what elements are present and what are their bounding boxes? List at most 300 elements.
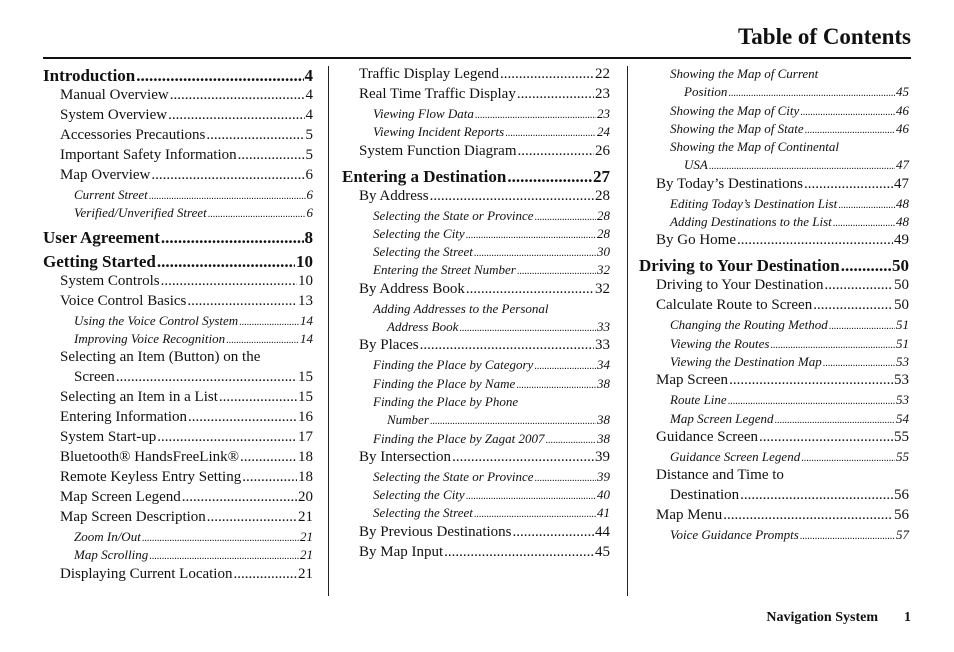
toc-entry[interactable]: [43, 167, 313, 187]
toc-page-number: 53: [896, 392, 909, 408]
toc-page-number: 21: [298, 565, 313, 582]
toc-entry[interactable]: [342, 244, 610, 262]
toc-entry[interactable]: [43, 147, 313, 167]
toc-entry-title: System Start-up: [60, 429, 157, 446]
dot-leader: [475, 110, 596, 121]
toc-section-heading[interactable]: [342, 167, 610, 187]
toc-page-number: 44: [595, 523, 610, 540]
toc-page-number: 38: [597, 412, 610, 428]
toc-entry[interactable]: [639, 214, 909, 232]
toc-page-number: 33: [595, 337, 610, 354]
toc-entry[interactable]: [43, 205, 313, 223]
toc-entry-title: By Today’s Destinations: [656, 175, 804, 192]
toc-entry[interactable]: [639, 527, 909, 545]
dot-leader: [182, 489, 297, 506]
toc-entry-title: By Intersection: [359, 448, 452, 465]
toc-entry[interactable]: [43, 489, 313, 509]
toc-page-number: 28: [597, 207, 610, 223]
toc-entry[interactable]: [43, 449, 313, 469]
toc-page-number: 27: [593, 166, 610, 186]
toc-entry-title: Selecting the City: [373, 487, 465, 503]
toc-page-number: 34: [597, 357, 610, 373]
toc-entry[interactable]: [342, 188, 610, 208]
toc-entry-title: Improving Voice Recognition: [74, 330, 226, 346]
toc-page-number: 6: [305, 167, 313, 183]
toc-entry-title: Guidance Screen: [656, 428, 759, 445]
toc-entry[interactable]: [639, 467, 909, 487]
toc-entry-title: Viewing Incident Reports: [373, 124, 505, 140]
toc-entry[interactable]: [43, 389, 313, 409]
toc-entry-title: Selecting the State or Province: [373, 207, 534, 223]
toc-entry-title: Map Scrolling: [74, 547, 149, 563]
toc-entry-title: Voice Control Basics: [60, 292, 187, 309]
toc-page-number: 4: [304, 66, 313, 85]
toc-entry-title: Finding the Place by Zagat 2007: [373, 430, 545, 446]
dot-leader: [513, 524, 595, 541]
toc-entry-title: Viewing the Routes: [670, 335, 770, 351]
toc-page-number: 21: [300, 547, 313, 563]
toc-page-number: 30: [597, 244, 610, 260]
toc-entry[interactable]: [342, 106, 610, 124]
toc-entry-title: Remote Keyless Entry Setting: [60, 469, 242, 486]
toc-page-number: 14: [300, 312, 313, 328]
toc-entry-title: Number: [387, 412, 429, 428]
toc-page-number: 4: [305, 87, 313, 103]
toc-page-number: 46: [896, 120, 909, 136]
dot-leader: [813, 297, 893, 314]
toc-page-number: 48: [896, 214, 909, 230]
toc-page-number: 57: [896, 527, 909, 543]
dot-leader: [239, 317, 299, 328]
toc-page-number: 18: [298, 469, 313, 486]
footer-section-name: Navigation System: [766, 610, 878, 625]
dot-leader: [142, 533, 299, 544]
dot-leader: [161, 273, 297, 290]
toc-entry[interactable]: [342, 449, 610, 469]
toc-page-number: 55: [894, 428, 909, 445]
dot-leader: [505, 128, 596, 139]
dot-leader: [149, 551, 299, 562]
toc-column-3: [639, 66, 909, 545]
toc-entry[interactable]: [342, 124, 610, 142]
toc-page-number: 45: [896, 84, 909, 100]
toc-page-number: 56: [894, 507, 909, 524]
toc-entry-title: Manual Overview: [60, 87, 169, 103]
toc-entry[interactable]: [342, 487, 610, 505]
toc-entry-title: Finding the Place by Category: [373, 357, 534, 373]
dot-leader: [729, 372, 893, 389]
toc-page-number: 10: [296, 251, 313, 271]
toc-entry[interactable]: [639, 176, 909, 196]
toc-entry[interactable]: [43, 409, 313, 429]
dot-leader: [507, 167, 592, 187]
toc-entry[interactable]: [639, 121, 909, 139]
toc-page-number: 17: [298, 429, 313, 446]
toc-page-number: 28: [597, 225, 610, 241]
dot-leader: [823, 358, 895, 369]
toc-entry[interactable]: [342, 524, 610, 544]
dot-leader: [170, 87, 305, 104]
toc-entry-title: Distance and Time to: [656, 467, 784, 484]
toc-page-number: 53: [894, 372, 909, 389]
dot-leader: [136, 66, 303, 86]
dot-leader: [517, 86, 594, 103]
toc-page-number: 51: [896, 317, 909, 333]
toc-entry-title: Finding the Place by Phone: [373, 393, 519, 409]
toc-entry-title: Selecting the Street: [373, 244, 473, 260]
page-title: Table of Contents: [738, 24, 911, 49]
toc-page-number: 51: [896, 335, 909, 351]
toc-entry-title: By Previous Destinations: [359, 523, 512, 540]
toc-entry[interactable]: [342, 431, 610, 449]
toc-entry-title: Real Time Traffic Display: [359, 86, 516, 102]
toc-page-number: 53: [896, 353, 909, 369]
toc-page-number: 21: [300, 529, 313, 545]
toc-entry[interactable]: [639, 139, 909, 157]
toc-entry-title: Entering a Destination: [342, 166, 507, 186]
toc-page-number: 22: [595, 66, 610, 82]
toc-entry-title: Guidance Screen Legend: [670, 448, 801, 464]
toc-page-number: 13: [298, 292, 313, 309]
toc-entry[interactable]: [639, 392, 909, 410]
toc-entry-title: Editing Today’s Destination List: [670, 195, 838, 211]
toc-entry[interactable]: [639, 449, 909, 467]
dot-leader: [187, 293, 297, 310]
toc-entry-title: Map Screen Legend: [670, 410, 774, 426]
toc-page-number: 26: [595, 142, 610, 159]
toc-page-number: 50: [894, 297, 909, 314]
toc-entry[interactable]: [43, 107, 313, 127]
toc-entry-title: By Places: [359, 337, 419, 354]
dot-leader: [534, 361, 596, 372]
toc-page-number: 24: [597, 124, 610, 140]
toc-entry-title: USA: [684, 157, 708, 173]
toc-page-number: 49: [894, 232, 909, 249]
toc-column-2: [342, 66, 610, 564]
dot-leader: [420, 337, 594, 354]
toc-page-number: 39: [597, 468, 610, 484]
toc-page-number: 4: [305, 107, 313, 123]
toc-page-number: 38: [597, 430, 610, 446]
toc-entry[interactable]: [342, 66, 610, 86]
toc-entry-title: User Agreement: [43, 227, 160, 247]
toc-entry[interactable]: [342, 143, 610, 163]
toc-entry-title: Viewing Flow Data: [373, 106, 474, 121]
toc-entry-title: Address Book: [387, 319, 459, 335]
toc-entry-title: Showing the Map of Continental: [670, 139, 839, 155]
dot-leader: [737, 232, 893, 249]
toc-entry[interactable]: [43, 127, 313, 147]
dot-leader: [226, 335, 299, 346]
toc-entry-title: Driving to Your Destination: [639, 256, 840, 276]
toc-entry-title: By Map Input: [359, 543, 444, 560]
dot-leader: [838, 200, 895, 211]
toc-section-heading[interactable]: [43, 228, 313, 248]
toc-entry[interactable]: [43, 369, 313, 389]
dot-leader: [151, 167, 304, 184]
toc-entry[interactable]: [43, 187, 313, 205]
toc-entry[interactable]: [639, 196, 909, 214]
dot-leader: [116, 369, 297, 386]
toc-entry-title: Voice Guidance Prompts: [670, 527, 799, 543]
toc-page-number: 33: [597, 319, 610, 335]
toc-entry[interactable]: [342, 412, 610, 430]
dot-leader: [728, 396, 895, 407]
toc-page-number: 23: [597, 106, 610, 121]
toc-entry-title: Entering the Street Number: [373, 262, 516, 278]
footer-page-number: 1: [904, 610, 911, 625]
toc-entry[interactable]: [43, 331, 313, 349]
dot-leader: [474, 248, 596, 259]
toc-entry[interactable]: [43, 529, 313, 547]
toc-entry-title: Map Menu: [656, 507, 723, 524]
toc-entry[interactable]: [639, 277, 909, 297]
toc-entry[interactable]: [43, 429, 313, 449]
dot-leader: [430, 416, 596, 427]
toc-entry-title: Showing the Map of City: [670, 102, 800, 118]
toc-entry-title: System Function Diagram: [359, 142, 517, 159]
toc-entry-title: Driving to Your Destination: [656, 277, 824, 294]
toc-page-number: 48: [896, 195, 909, 211]
dot-leader: [149, 191, 306, 202]
column-divider-2: [627, 66, 628, 596]
dot-leader: [444, 544, 594, 561]
toc-entry-title: Current Street: [74, 187, 148, 202]
toc-entry-title: Selecting an Item in a List: [60, 389, 218, 406]
dot-leader: [452, 449, 594, 466]
toc-entry-title: System Overview: [60, 107, 168, 123]
toc-page-number: 28: [595, 187, 610, 204]
page-footer: [766, 610, 911, 626]
toc-entry[interactable]: [43, 273, 313, 293]
toc-entry[interactable]: [43, 313, 313, 331]
dot-leader: [841, 256, 891, 276]
toc-page-number: 6: [306, 187, 313, 202]
toc-entry-title: Traffic Display Legend: [359, 66, 499, 82]
dot-leader: [800, 531, 895, 542]
column-divider-1: [328, 66, 329, 596]
dot-leader: [517, 266, 596, 277]
toc-entry[interactable]: [639, 103, 909, 121]
toc-page-number: 50: [894, 277, 909, 294]
toc-entry-title: Selecting an Item (Button) on the: [60, 349, 261, 366]
dot-leader: [804, 176, 893, 193]
toc-page-number: 50: [892, 256, 909, 276]
toc-entry-title: Showing the Map of State: [670, 120, 804, 136]
toc-entry[interactable]: [639, 84, 909, 102]
dot-leader: [709, 161, 895, 172]
toc-entry[interactable]: [342, 319, 610, 337]
toc-entry[interactable]: [43, 87, 313, 107]
toc-page-number: 56: [894, 487, 909, 504]
toc-entry[interactable]: [639, 354, 909, 372]
toc-entry[interactable]: [43, 547, 313, 565]
toc-page-number: 45: [595, 543, 610, 560]
dot-leader: [825, 277, 893, 294]
toc-page-number: 55: [896, 448, 909, 464]
toc-entry-title: Zoom In/Out: [74, 529, 141, 545]
toc-section-heading[interactable]: [43, 252, 313, 272]
toc-entry[interactable]: [43, 349, 313, 369]
dot-leader: [219, 389, 297, 406]
toc-page-number: 18: [298, 449, 313, 466]
toc-entry[interactable]: [342, 208, 610, 226]
toc-entry-title: By Go Home: [656, 232, 736, 249]
toc-page-number: 10: [298, 272, 313, 289]
dot-leader: [801, 453, 895, 464]
dot-leader: [466, 230, 596, 241]
toc-entry[interactable]: [639, 232, 909, 252]
toc-entry[interactable]: [342, 262, 610, 280]
toc-entry[interactable]: [639, 487, 909, 507]
toc-entry-title: Position: [684, 84, 728, 100]
toc-entry-title: Map Screen: [656, 372, 729, 389]
toc-entry[interactable]: [639, 411, 909, 429]
dot-leader: [474, 509, 596, 520]
toc-entry-title: Selecting the Street: [373, 505, 473, 521]
toc-entry-title: Important Safety Information: [60, 147, 237, 163]
toc-entry-title: Screen: [74, 369, 115, 386]
toc-page-number: 8: [304, 227, 313, 247]
dot-leader: [206, 127, 304, 144]
title-rule: [43, 57, 911, 59]
toc-page-number: 32: [595, 280, 610, 297]
toc-entry[interactable]: [342, 86, 610, 106]
toc-entry[interactable]: [639, 66, 909, 84]
toc-entry[interactable]: [639, 297, 909, 317]
toc-entry[interactable]: [639, 157, 909, 175]
toc-entry[interactable]: [342, 281, 610, 301]
dot-leader: [430, 188, 594, 205]
toc-page-number: 41: [597, 505, 610, 521]
toc-entry[interactable]: [342, 544, 610, 564]
dot-leader: [500, 66, 594, 83]
dot-leader: [466, 491, 596, 502]
toc-entry[interactable]: [43, 509, 313, 529]
toc-page-number: 47: [896, 157, 909, 173]
toc-entry-title: By Address Book: [359, 280, 465, 297]
toc-entry[interactable]: [342, 301, 610, 319]
toc-column-1: [43, 66, 313, 586]
dot-leader: [516, 380, 596, 391]
toc-page-number: 39: [595, 448, 610, 465]
toc-section-heading[interactable]: [43, 66, 313, 86]
dot-leader: [546, 435, 596, 446]
toc-entry-title: Adding Destinations to the List: [670, 214, 832, 230]
dot-leader: [157, 252, 295, 272]
dot-leader: [233, 566, 297, 583]
toc-entry-title: Calculate Route to Screen: [656, 297, 813, 314]
toc-entry[interactable]: [639, 317, 909, 335]
toc-entry-title: Verified/Unverified Street: [74, 205, 207, 221]
toc-page-number: 20: [298, 489, 313, 506]
toc-entry-title: Changing the Routing Method: [670, 317, 828, 333]
dot-leader: [518, 143, 595, 160]
toc-entry-title: System Controls: [60, 272, 160, 289]
dot-leader: [829, 321, 895, 332]
dot-leader: [208, 209, 306, 220]
dot-leader: [168, 107, 304, 124]
toc-page-number: 46: [896, 102, 909, 118]
toc-entry-title: By Address: [359, 187, 429, 204]
toc-entry-title: Map Screen Description: [60, 509, 206, 526]
toc-entry[interactable]: [43, 469, 313, 489]
toc-page-number: 40: [597, 487, 610, 503]
dot-leader: [207, 509, 297, 526]
dot-leader: [728, 88, 895, 99]
toc-page-number: 14: [300, 330, 313, 346]
toc-page-number: 5: [305, 147, 313, 163]
dot-leader: [242, 469, 297, 486]
dot-leader: [459, 323, 596, 334]
toc-page-number: 32: [597, 262, 610, 278]
toc-entry-title: Selecting the State or Province: [373, 468, 534, 484]
toc-entry[interactable]: [342, 226, 610, 244]
dot-leader: [535, 212, 596, 223]
dot-leader: [805, 125, 895, 136]
toc-entry[interactable]: [639, 372, 909, 392]
toc-entry-title: Using the Voice Control System: [74, 312, 239, 328]
toc-entry[interactable]: [342, 337, 610, 357]
toc-page-number: 23: [595, 86, 610, 102]
toc-entry-title: Route Line: [670, 392, 727, 408]
toc-page-number: 6: [306, 205, 313, 221]
toc-page-number: 15: [298, 369, 313, 386]
toc-entry[interactable]: [342, 469, 610, 487]
dot-leader: [535, 473, 596, 484]
dot-leader: [740, 487, 893, 504]
toc-entry-title: Entering Information: [60, 409, 188, 426]
toc-page-number: 54: [896, 410, 909, 426]
toc-entry[interactable]: [639, 507, 909, 527]
toc-entry-title: Finding the Place by Name: [373, 375, 516, 391]
dot-leader: [800, 107, 895, 118]
toc-entry-title: Bluetooth® HandsFreeLink®: [60, 449, 240, 466]
dot-leader: [833, 218, 895, 229]
toc-page-number: 5: [305, 127, 313, 143]
dot-leader: [161, 228, 304, 248]
toc-page-number: 16: [298, 409, 313, 426]
toc-entry-title: Introduction: [43, 66, 136, 85]
toc-page-number: 47: [894, 175, 909, 192]
toc-entry-title: Map Screen Legend: [60, 489, 181, 506]
toc-entry-title: Displaying Current Location: [60, 565, 233, 582]
toc-entry-title: Accessories Precautions: [60, 127, 206, 143]
toc-entry[interactable]: [639, 429, 909, 449]
dot-leader: [188, 409, 297, 426]
toc-page-number: 38: [597, 375, 610, 391]
toc-entry-title: Destination: [670, 487, 740, 504]
dot-leader: [240, 449, 297, 466]
toc-entry-title: Getting Started: [43, 251, 156, 271]
toc-entry[interactable]: [43, 566, 313, 586]
toc-entry[interactable]: [342, 376, 610, 394]
toc-entry[interactable]: [43, 293, 313, 313]
dot-leader: [723, 507, 893, 524]
toc-section-heading[interactable]: [639, 256, 909, 276]
toc-entry[interactable]: [639, 336, 909, 354]
toc-entry[interactable]: [342, 505, 610, 523]
toc-entry-title: Adding Addresses to the Personal: [373, 300, 549, 316]
toc-entry-title: Selecting the City: [373, 225, 465, 241]
toc-page-number: 15: [298, 389, 313, 406]
dot-leader: [775, 415, 896, 426]
toc-entry-title: Map Overview: [60, 167, 151, 183]
toc-entry[interactable]: [342, 357, 610, 375]
toc-entry[interactable]: [342, 394, 610, 412]
dot-leader: [157, 429, 297, 446]
toc-entry-title: Viewing the Destination Map: [670, 353, 822, 369]
